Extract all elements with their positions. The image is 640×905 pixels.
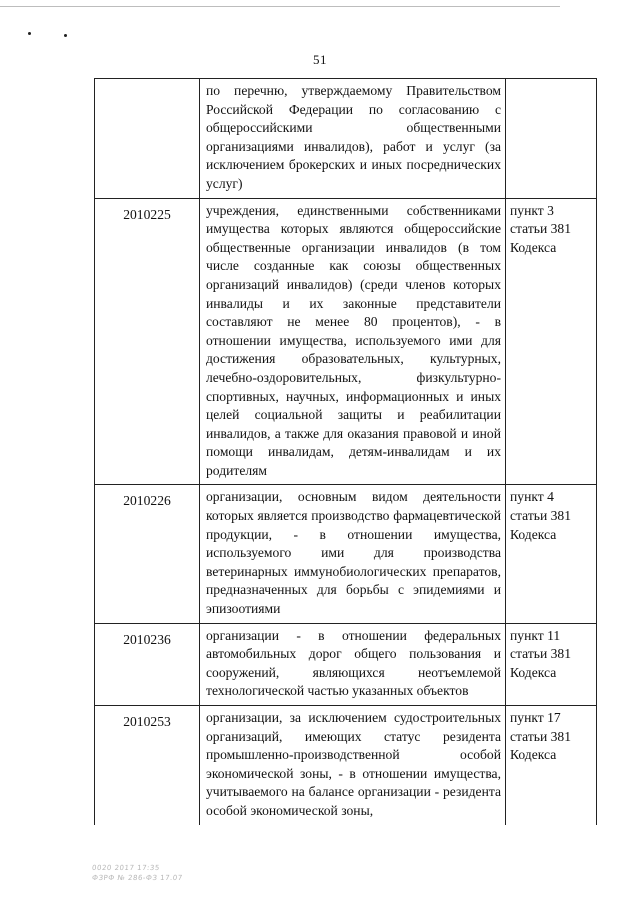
row-code: 2010226 [95, 485, 200, 623]
row-reference: пункт 11 статьи 381 Кодекса [506, 623, 597, 705]
footer-stamp-line1: 0020 2017 17:35 [91, 864, 161, 872]
row-description: организации - в отношении федеральных автомобильных дорог общего пользования и сооружений, являющихся неотъемлемой технологической частью указанных объектов [200, 623, 506, 705]
row-reference: пункт 3 статьи 381 Кодекса [506, 198, 597, 485]
top-rule [0, 6, 560, 7]
table-row [95, 706, 597, 825]
footer-stamp-line2: ФЗРФ № 286-ФЗ 17.07 [91, 874, 184, 882]
row-reference: пункт 4 статьи 381 Кодекса [506, 485, 597, 623]
row-description: организации, за исключением судостроительных организаций, имеющих статус резидента промышленно-производственной особой экономической зоны, - в отношении имущества, учитываемого на балансе организации - резидента особой экономической зоны, [200, 706, 506, 825]
row-description: учреждения, единственными собственниками имущества которых являются общероссийские общественные организации инвалидов (в том числе созданные как союзы общественных организаций инвалидов) (среди членов которых инвалиды и их законные представители составляют не менее 80 процентов), - в отношении имущества, используемого ими для достижения образовательных, культурных, лечебно-оздоровительных, физкультурно-спортивных, научных, информационных и иных целей социальной защиты и реабилитации инвалидов, а также для оказания правовой и иной помощи инвалидам, детям-инвалидам и их родителям [200, 198, 506, 485]
row-code [95, 79, 200, 199]
row-code: 2010225 [95, 198, 200, 485]
row-description: организации, основным видом деятельности которых является производство фармацевтической продукции, - в отношении имущества, используемого ими для производства ветеринарных иммунобиологических препаратов, предназначенных для борьбы с эпидемиями и эпизоотиями [200, 485, 506, 623]
table-row [95, 79, 597, 199]
tax-benefits-table [94, 78, 597, 825]
row-code: 2010253 [95, 706, 200, 825]
row-code: 2010236 [95, 623, 200, 705]
scan-mark [64, 34, 67, 37]
scan-mark [28, 32, 31, 35]
row-reference [506, 79, 597, 199]
table-row [95, 623, 597, 705]
page-number: 51 [313, 52, 327, 67]
row-reference: пункт 17 статьи 381 Кодекса [506, 706, 597, 825]
table-row [95, 485, 597, 623]
table-row [95, 198, 597, 485]
row-description: по перечню, утверждаемому Правительством Российской Федерации по согласованию с общероссийскими общественными организациями инвалидов), работ и услуг (за исключением брокерских и иных посреднических услуг) [200, 79, 506, 199]
